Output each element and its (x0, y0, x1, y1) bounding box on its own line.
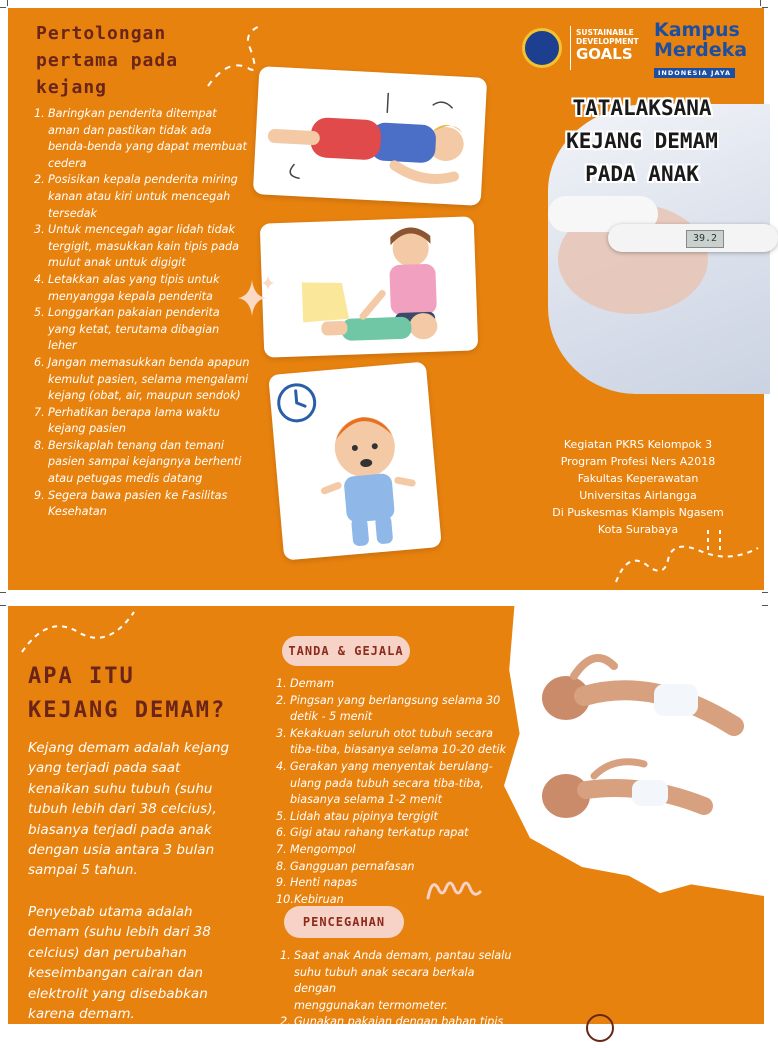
list-item-line: kejang (obat, air, maupun sendok) (48, 389, 241, 403)
list-item (34, 222, 264, 272)
list-item-line: tiba-tiba, biasanya selama 10-20 detik (290, 743, 506, 757)
page-marker-circle (586, 1014, 614, 1042)
first-aid-title-line: kejang (36, 77, 108, 98)
list-item-number: 7. (34, 405, 45, 419)
list-item-number: 5. (34, 306, 45, 320)
list-item-text (290, 759, 493, 809)
list-item-line: Henti napas (290, 876, 358, 890)
list-item-line: cedera (48, 156, 87, 170)
list-item (34, 405, 264, 438)
definition-line: kenaikan suhu tubuh (suhu (28, 780, 213, 797)
symptoms-title: TANDA & GEJALA (282, 636, 410, 666)
list-item-line: Pingsan yang berlangsung selama 30 (290, 693, 501, 707)
time-seizure-drawing (268, 361, 442, 560)
credit-line: Program Profesi Ners A2018 (560, 455, 716, 468)
list-item-number: 9. (276, 876, 287, 890)
list-item-line: kanan atau kiri untuk mencegah (48, 189, 231, 203)
cause-line: celcius) dan perubahan (28, 944, 187, 961)
what-is-title-line: APA ITU (28, 664, 135, 689)
illustration-loosen-clothes (260, 216, 479, 357)
credit-line: Fakultas Keperawatan (577, 472, 699, 485)
list-item-text (48, 305, 220, 355)
list-item-number: 1. (34, 107, 45, 120)
list-item-number: 2. (276, 693, 287, 707)
kampus-text: Kampus (654, 19, 740, 41)
thermometer (608, 224, 778, 252)
list-item-line: Baringkan penderita ditempat (48, 107, 217, 120)
torn-paper-photo (504, 606, 764, 896)
list-item-text (290, 676, 334, 693)
list-item-line: ulang pada tubuh secara tiba-tiba, (290, 776, 484, 790)
list-item (34, 106, 264, 172)
cause-line: keseimbangan cairan dan (28, 965, 203, 982)
list-item-number: 4. (276, 759, 287, 773)
list-item (276, 726, 506, 759)
cause-text (28, 902, 268, 1024)
list-item-line: Posisikan kepala penderita miring (48, 173, 238, 187)
list-item (280, 948, 516, 1014)
sdg-logo (576, 28, 648, 63)
list-item-text (48, 222, 239, 272)
list-item-line: Jangan memasukkan benda apapun (48, 355, 250, 369)
list-item-line: kemulut pasien, selama mengalami (48, 372, 249, 386)
list-item (276, 859, 506, 876)
list-item-text (294, 1014, 503, 1047)
illustration-time-seizure (268, 361, 442, 560)
recovery-position-drawing (253, 66, 487, 206)
first-aid-title-line: pertama pada (36, 50, 179, 71)
credit-line: Kota Surabaya (597, 523, 679, 536)
merdeka-text: Merdeka (654, 39, 748, 61)
list-item (276, 693, 506, 726)
list-item-text (290, 726, 506, 759)
list-item-line: Longgarkan pakaian penderita (48, 306, 220, 320)
list-item-line: biasanya selama 1-2 menit (290, 793, 443, 807)
list-item-line: suhu tubuh anak secara berkala dengan (294, 965, 475, 996)
list-item-line: detik - 5 menit (290, 710, 373, 724)
list-item-line: Kekakuan seluruh otot tubuh secara (290, 726, 493, 740)
list-item-number: 8. (34, 438, 45, 452)
definition-text (28, 738, 268, 881)
list-item (276, 842, 506, 859)
first-aid-steps (34, 106, 264, 521)
main-title-line: KEJANG DEMAM (566, 129, 718, 153)
list-item-line: yang ketat, terutama dibagian (48, 322, 220, 336)
list-item-number: 2. (34, 173, 45, 187)
list-item-number: 5. (276, 809, 287, 823)
loosen-clothes-drawing (260, 216, 479, 357)
first-aid-title (36, 20, 178, 101)
kampus-merdeka-logo (654, 20, 764, 79)
list-item-line: Letakkan alas yang tipis untuk (48, 272, 220, 286)
first-aid-title-line: Pertolongan (36, 23, 167, 44)
sdg-line: SUSTAINABLE (576, 28, 634, 37)
decorative-squiggle (424, 874, 484, 904)
seizing-babies-drawing (504, 606, 764, 896)
prevention-title: PENCEGAHAN (284, 906, 404, 938)
list-item-line: Mengompol (290, 842, 356, 856)
cause-line: demam (suhu lebih dari 38 (28, 924, 211, 941)
list-item (34, 305, 264, 355)
list-item (280, 1014, 516, 1047)
list-item-line: Gerakan yang menyentak berulang- (290, 759, 493, 773)
list-item-text (294, 948, 516, 1014)
list-item-line: Untuk mencegah agar lidah tidak (48, 223, 236, 237)
list-item-line: Kesehatan (48, 505, 107, 519)
list-item-line: kejang pasien (48, 422, 126, 436)
list-item-line: menggunakan termometer. (294, 998, 448, 1012)
list-item-text (48, 172, 238, 222)
list-item-line: Perhatikan berapa lama waktu (48, 405, 220, 419)
list-item-line: Gigi atau rahang terkatup rapat (290, 826, 469, 840)
illustration-recovery-position (253, 66, 487, 206)
what-is-title (28, 660, 226, 728)
university-logo (522, 28, 562, 68)
definition-line: tubuh lebih dari 38 celcius), (28, 801, 217, 818)
credit-line: Kegiatan PKRS Kelompok 3 (563, 438, 713, 451)
list-item (34, 272, 264, 305)
list-item-line: Gangguan pernafasan (290, 859, 415, 873)
sdg-goals: GOALS (576, 45, 633, 63)
cause-line: karena demam. (28, 1006, 135, 1023)
prevention-list (280, 948, 516, 1048)
list-item-number: 2. (280, 1015, 291, 1029)
logo-divider (570, 26, 571, 70)
brochure-inner-page (8, 606, 764, 1045)
list-item-number: 10. (276, 892, 294, 906)
definition-line: Kejang demam adalah kejang (28, 740, 230, 756)
definition-line: sampai 5 tahun. (28, 862, 138, 879)
list-item-line: mulut anak untuk digigit (48, 256, 186, 270)
list-item-text (290, 809, 438, 826)
list-item-line: Lidah atau pipinya tergigit (290, 809, 438, 823)
list-item-text (290, 693, 500, 726)
list-item-line: benda-benda yang dapat membuat (48, 140, 247, 154)
cause-line: elektrolit yang disebabkan (28, 985, 208, 1002)
list-item (34, 355, 264, 405)
list-item-line: atau bahan yang mudah menyerap (294, 1031, 493, 1045)
definition-line: dengan usia antara 3 bulan (28, 842, 215, 859)
list-item-line: Kebiruan (294, 892, 344, 906)
list-item-text (48, 405, 220, 438)
list-item-number: 7. (276, 842, 287, 856)
list-item-line: menyangga kepala penderita (48, 289, 213, 303)
list-item-text (48, 488, 227, 521)
list-item-number: 8. (276, 859, 287, 873)
decorative-dashed-curve (198, 18, 268, 88)
list-item-number: 1. (276, 677, 287, 690)
list-item (34, 488, 264, 521)
definition-line: yang terjadi pada saat (28, 760, 181, 777)
main-title-line: PADA ANAK (585, 162, 699, 186)
list-item-line: atau petugas medis datang (48, 472, 203, 486)
list-item-text (290, 859, 415, 876)
list-item-number: 6. (276, 826, 287, 840)
list-item-line: Segera bawa pasien ke Fasilitas (48, 488, 228, 502)
list-item (276, 759, 506, 809)
list-item-line: Bersikaplah tenang dan temani (48, 438, 224, 452)
indonesia-jaya-text: INDONESIA JAYA (654, 68, 735, 78)
list-item-number: 6. (34, 355, 45, 369)
list-item-number: 4. (34, 272, 45, 286)
definition-line: biasanya terjadi pada anak (28, 821, 212, 838)
list-item-line: tergigit, masukkan kain tipis pada (48, 239, 240, 253)
list-item-number: 1. (280, 949, 291, 962)
list-item-text (290, 825, 469, 842)
brochure-outer-page (8, 8, 764, 590)
list-item-number: 3. (276, 726, 287, 740)
what-is-title-line: KEJANG DEMAM? (28, 698, 227, 723)
credit-line: Universitas Airlangga (579, 489, 697, 502)
list-item (34, 172, 264, 222)
main-title-line: TATALAKSANA (572, 96, 712, 120)
thermometer-display: 39.2 (686, 230, 724, 248)
list-item-line: Demam (290, 677, 335, 690)
list-item-text (48, 355, 249, 405)
list-item-text (48, 272, 219, 305)
list-item (276, 809, 506, 826)
list-item-text (48, 106, 247, 172)
list-item-line: aman dan pastikan tidak ada (48, 123, 212, 137)
cause-line: Penyebab utama adalah (28, 904, 193, 920)
decorative-dashed-wave (608, 520, 764, 590)
sdg-line: DEVELOPMENT (576, 37, 639, 46)
list-item-number: 3. (34, 223, 45, 237)
main-title (524, 92, 760, 191)
list-item-text (48, 438, 241, 488)
list-item (34, 438, 264, 488)
list-item-line: Saat anak Anda demam, pantau selalu (294, 949, 512, 962)
list-item-line: Gunakan pakaian dengan bahan tipis (294, 1015, 504, 1029)
sparkle-icon (236, 274, 276, 324)
list-item-number: 9. (34, 488, 45, 502)
list-item-line: pasien sampai kejangnya berhenti (48, 455, 242, 469)
decorative-dashed-curve (18, 606, 138, 656)
list-item-line: leher (48, 339, 77, 353)
list-item-line: tersedak (48, 206, 98, 220)
list-item (276, 676, 506, 693)
list-item-text (290, 842, 356, 859)
credit-line: Di Puskesmas Klampis Ngasem (552, 506, 724, 519)
list-item-text (290, 875, 357, 892)
list-item (276, 825, 506, 842)
